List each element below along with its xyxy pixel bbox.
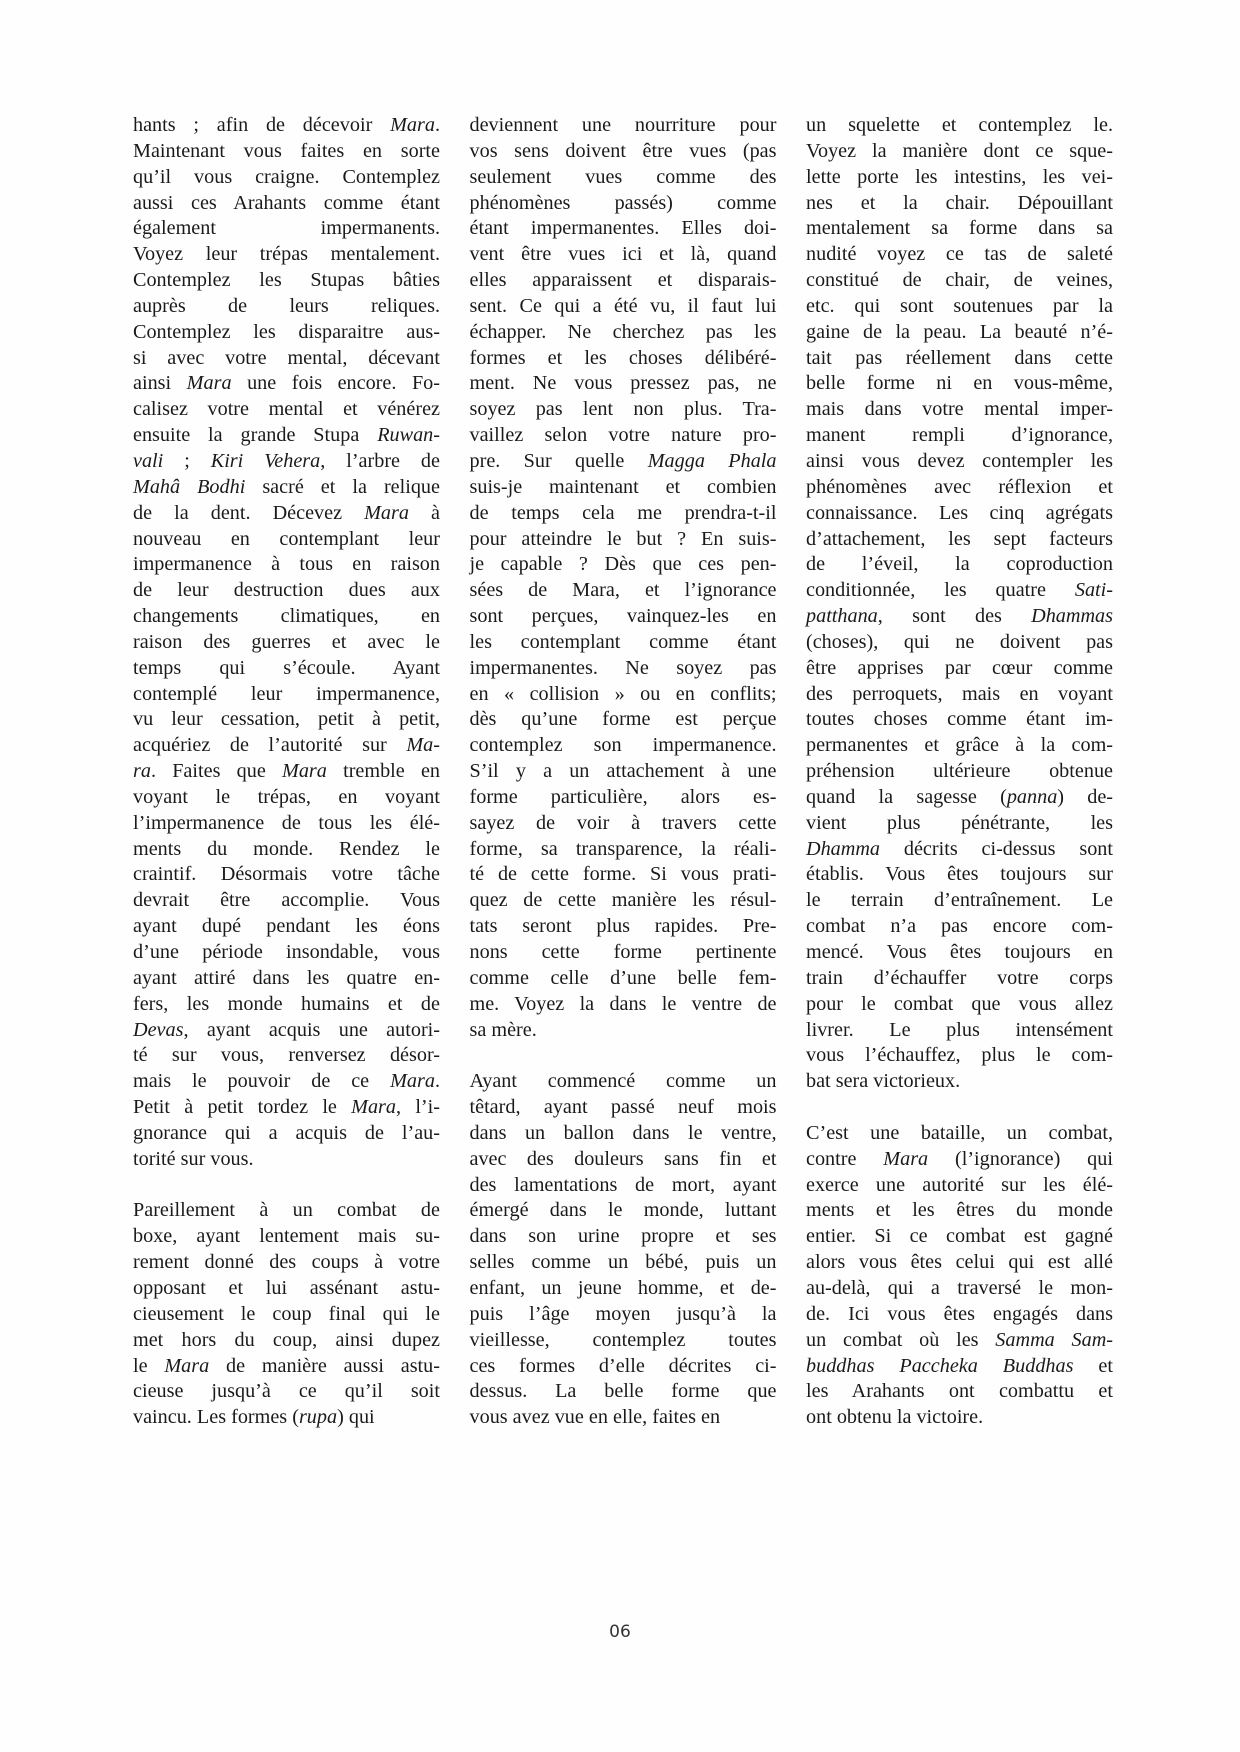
text-line: nes et la chair. Dépouillant [806,191,1113,214]
text-line: vent être vues ici et là, quand [469,243,777,266]
text-line: contemplé leur impermanence, [133,682,440,705]
text-line: gnorance qui a acquis de l’au- [133,1121,440,1144]
text-line: contre Mara (l’ignorance) qui [806,1147,1113,1170]
text-line: sent. Ce qui a été vu, il faut lui [469,294,777,317]
column-right [806,113,1113,1431]
text-line: vaillez selon votre nature pro- [469,424,777,447]
text-columns [133,113,1113,1431]
text-line: Voyez la manière dont ce sque- [806,139,1113,162]
text-line: les Arahants ont combattu et [806,1380,1113,1403]
paragraph [470,113,777,1043]
text-line: fers, les monde humains et de [133,992,440,1015]
text-line: un squelette et contemplez le. [806,114,1113,136]
text-line: S’il y a un attachement à une [469,760,777,783]
text-line: des perroquets, mais en voyant [806,682,1113,705]
text-line: de leur destruction dues aux [133,579,440,602]
paragraph [470,1069,777,1431]
text-line: vos sens doivent être vues (pas [469,139,777,162]
text-line: contemplez son impermanence. [469,734,777,757]
text-line: Mahâ Bodhi sacré et la relique [133,475,440,498]
text-line: forme, sa transparence, la réali- [469,837,777,860]
text-line: nudité voyez ce tas de saleté [806,243,1113,266]
text-line: puis l’âge moyen jusqu’à la [469,1302,777,1325]
text-line: changements climatiques, en [133,605,440,628]
text-line: de l’éveil, la coproduction [806,553,1113,576]
text-line: enfant, un jeune homme, et de- [469,1276,777,1299]
text-line: deviennent une nourriture pour [469,114,777,136]
text-line: dans son urine propre et ses [469,1225,777,1248]
text-line: opposant et lui assénant astu- [133,1276,440,1299]
text-line: Contemplez les Stupas bâties [133,269,440,292]
text-line: vu leur cessation, petit à petit, [133,708,440,731]
page-number: 06 [609,1622,631,1642]
text-line: nouveau en contemplant leur [133,527,440,550]
text-line: ont obtenu la victoire. [806,1406,984,1429]
text-line: qu’il vous craigne. Contemplez [133,165,440,188]
text-line: selles comme un bébé, puis un [469,1251,777,1274]
text-line: établis. Vous êtes toujours sur [806,863,1113,886]
text-line: conditionnée, les quatre Sati- [806,579,1113,602]
text-line: craintif. Désormais votre tâche [133,863,440,886]
text-line: ensuite la grande Stupa Ruwan- [133,424,440,447]
text-line: manent rempli d’ignorance, [806,424,1113,447]
text-line: vous l’échauffez, plus le com- [806,1044,1113,1067]
text-line: sayez de voir à travers cette [469,811,777,834]
text-line: le terrain d’entraînement. Le [806,889,1113,912]
text-line: rement donné des coups à votre [133,1251,440,1274]
text-line: lette porte les intestins, les vei- [806,165,1113,188]
text-line: d’attachement, les sept facteurs [806,527,1113,550]
text-line: C’est une bataille, un combat, [806,1121,1113,1144]
text-line: vali ; Kiri Vehera, l’arbre de [133,449,440,472]
text-line: pour le combat que vous allez [806,992,1113,1015]
text-line: buddhas Paccheka Buddhas et [806,1354,1114,1377]
text-line: torité sur vous. [133,1147,254,1170]
text-line: pour atteindre le but ? En suis- [469,527,777,550]
text-line: etc. qui sont soutenues par la [806,294,1113,317]
text-line: Voyez leur trépas mentalement. [133,243,440,266]
text-line: elles apparaissent et disparais- [469,269,777,292]
text-line: Ayant commencé comme un [469,1070,777,1093]
text-line: ments du monde. Rendez le [133,837,440,860]
text-line: cieuse jusqu’à ce qu’il soit [133,1380,440,1403]
text-line: comme celle d’une belle fem- [469,966,777,989]
text-line: mais le pouvoir de ce Mara. [133,1070,440,1093]
text-line: patthana, sont des Dhammas [806,605,1113,628]
text-line: cieusement le coup final qui le [133,1302,440,1325]
column-middle [470,113,777,1431]
text-line: les contemplant comme étant [469,630,777,653]
text-line: phénomènes passés) comme [469,191,777,214]
text-line: quez de cette manière les résul- [469,889,777,912]
text-line: nons cette forme pertinente [469,941,777,963]
text-line: Petit à petit tordez le Mara, l’i- [133,1096,440,1119]
text-line: Maintenant vous faites en sorte [133,139,440,162]
text-line: ayant dupé pendant les éons [133,915,440,938]
text-line: hants ; afin de décevoir Mara. [133,114,440,136]
text-line: belle forme ni en vous-même, [806,372,1113,395]
text-line: également impermanents. [133,217,440,240]
text-line: voyant le trépas, en voyant [133,785,440,808]
text-line: livrer. Le plus intensément [806,1018,1113,1041]
text-line: vient plus pénétrante, les [806,811,1113,834]
text-line: combat n’a pas encore com- [806,915,1113,938]
text-line: avec des douleurs sans fin et [469,1147,777,1170]
text-line: échapper. Ne cherchez pas les [469,320,777,343]
text-line: ainsi Mara une fois encore. Fo- [133,372,440,395]
text-line: Pareillement à un combat de [133,1199,440,1222]
text-line: d’une période insondable, vous [133,941,440,963]
text-line: dessus. La belle forme que [469,1380,777,1403]
text-line: permanentes et grâce à la com- [806,734,1113,757]
text-line: si avec votre mental, décevant [133,346,440,369]
text-line: auprès de leurs reliques. [133,294,440,317]
text-line: dans un ballon dans le ventre, [469,1121,777,1144]
text-line: le Mara de manière aussi astu- [133,1354,440,1377]
text-line: Contemplez les disparaitre aus- [133,320,440,343]
text-line: devrait être accomplie. Vous [133,889,440,912]
text-line: seulement vues comme des [469,165,777,188]
text-line: mentalement sa forme dans sa [806,217,1113,240]
text-line: té sur vous, renversez désor- [133,1044,440,1067]
text-line: des lamentations de mort, ayant [469,1173,777,1196]
text-line: de la dent. Décevez Mara à [133,501,440,524]
text-line: ment. Ne vous pressez pas, ne [469,372,777,395]
text-line: ayant attiré dans les quatre en- [133,966,440,989]
text-line: tait pas réellement dans cette [806,346,1113,369]
text-line: vaincu. Les formes (rupa) qui [133,1406,375,1429]
text-line: toutes choses comme étant im- [806,708,1113,731]
text-line: boxe, ayant lentement mais su- [133,1225,440,1248]
text-line: de. Ici vous êtes engagés dans [806,1302,1113,1325]
text-line: un combat où les Samma Sam- [806,1328,1113,1351]
text-line: suis-je maintenant et combien [469,475,777,498]
text-line: au-delà, qui a traversé le mon- [806,1276,1113,1299]
text-line: être apprises par cœur comme [806,656,1113,679]
text-line: Devas, ayant acquis une autori- [133,1018,440,1041]
text-line: acquériez de l’autorité sur Ma- [133,734,440,757]
text-line: bat sera victorieux. [806,1070,961,1093]
text-line: ainsi vous devez contempler les [806,449,1113,472]
text-line: me. Voyez la dans le ventre de [469,992,777,1015]
text-line: sées de Mara, et l’ignorance [469,579,777,602]
text-line: pre. Sur quelle Magga Phala [469,449,777,472]
text-line: sa mère. [469,1018,537,1041]
text-line: calisez votre mental et vénérez [133,398,440,421]
text-line: forme particulière, alors es- [469,785,777,808]
paragraph [133,113,440,1173]
text-line: met hors du coup, ainsi dupez [133,1328,440,1351]
text-line: tats seront plus rapides. Pre- [469,915,777,938]
text-line: quand la sagesse (panna) de- [806,785,1114,808]
text-line: sont perçues, vainquez-les en [469,605,777,628]
text-line: té de cette forme. Si vous prati- [469,863,777,886]
paragraph [806,1121,1113,1431]
text-line: étant impermanentes. Elles doi- [469,217,777,240]
text-line: constitué de chair, de veines, [806,269,1113,292]
text-line: têtard, ayant passé neuf mois [469,1096,777,1119]
text-line: (choses), qui ne doivent pas [806,630,1113,653]
text-line: raison des guerres et avec le [133,630,440,653]
text-line: préhension ultérieure obtenue [806,760,1113,783]
text-line: je capable ? Dès que ces pen- [469,553,777,576]
text-line: alors vous êtes celui qui est allé [806,1251,1113,1274]
text-line: gaine de la peau. La beauté n’é- [806,320,1113,343]
text-line: impermanentes. Ne soyez pas [469,656,777,679]
text-line: phénomènes avec réflexion et [806,475,1113,498]
text-line: émergé dans le monde, luttant [469,1199,777,1222]
text-line: dès qu’une forme est perçue [469,708,777,731]
text-line: impermanence à tous en raison [133,553,440,576]
text-line: temps qui s’écoule. Ayant [133,656,440,679]
paragraph [133,1198,440,1431]
text-line: l’impermanence de tous les élé- [133,811,440,834]
text-line: ra. Faites que Mara tremble en [133,760,440,783]
text-line: train d’échauffer votre corps [806,966,1113,989]
text-line: ments et les êtres du monde [806,1199,1113,1222]
text-line: vieillesse, contemplez toutes [469,1328,777,1351]
text-line: entier. Si ce combat est gagné [806,1225,1113,1248]
text-line: mais dans votre mental imper- [806,398,1113,421]
text-line: mencé. Vous êtes toujours en [806,941,1113,963]
column-left [133,113,440,1431]
text-line: connaissance. Les cinq agrégats [806,501,1113,524]
text-line: ces formes d’elle décrites ci- [469,1354,777,1377]
text-line: en « collision » ou en conflits; [469,682,777,705]
text-line: Dhamma décrits ci-dessus sont [806,837,1113,860]
paragraph [806,113,1113,1095]
text-line: aussi ces Arahants comme étant [133,191,440,214]
text-line: formes et les choses délibéré- [469,346,777,369]
text-line: de temps cela me prendra-t-il [469,501,777,524]
text-line: soyez pas lent non plus. Tra- [469,398,777,421]
text-line: vous avez vue en elle, faites en [469,1406,721,1429]
text-line: exerce une autorité sur les élé- [806,1173,1113,1196]
